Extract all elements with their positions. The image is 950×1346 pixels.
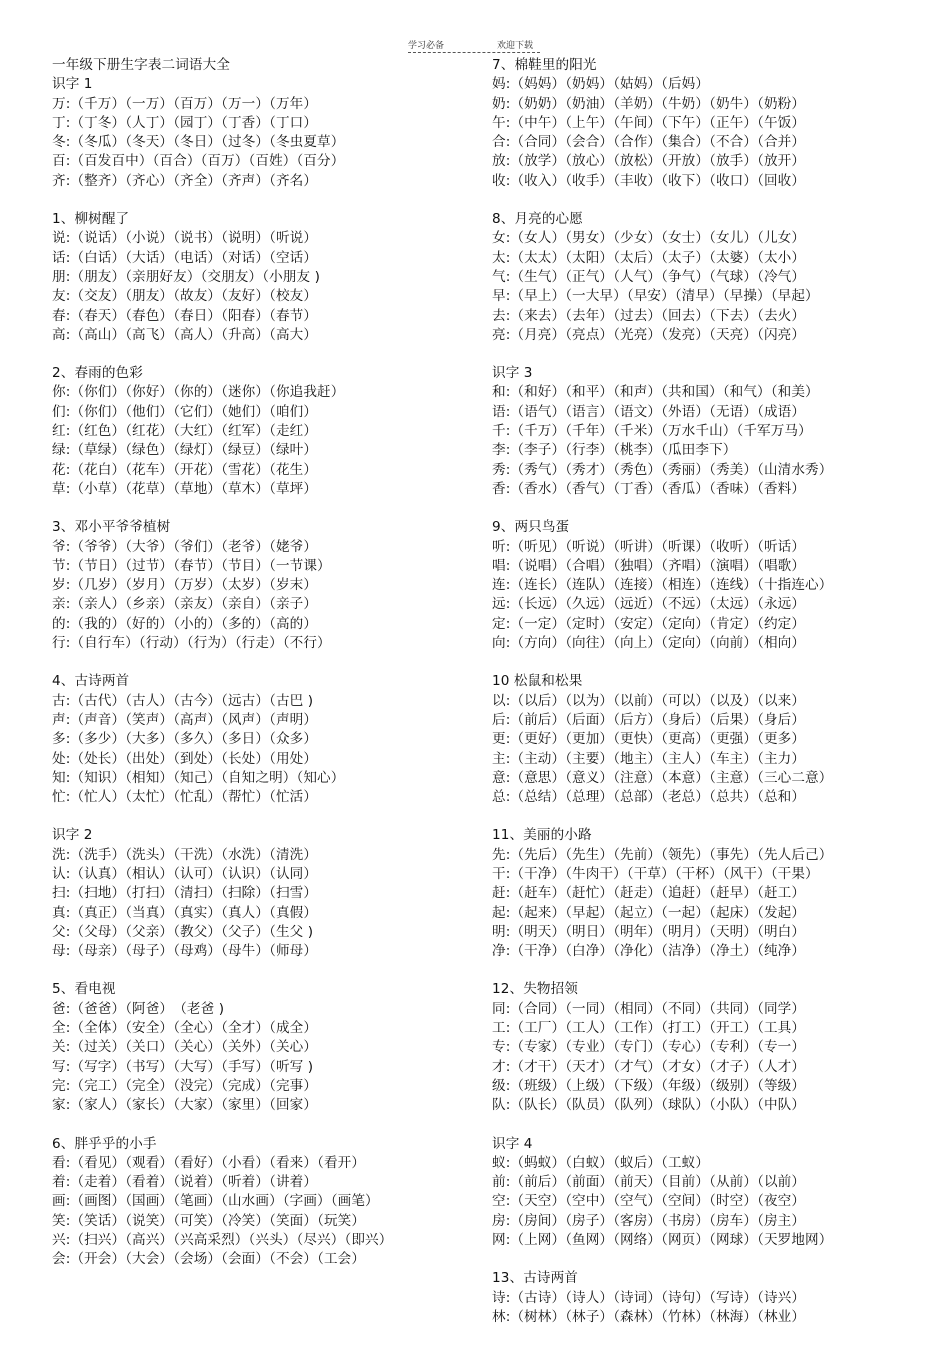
section-title: 12、失物招领 xyxy=(492,981,578,998)
word-entry-line: 合:（合同）（会合）（合作）（集合）（不合）（合并） xyxy=(492,134,806,151)
header-right-text: 欢迎下载 xyxy=(497,41,534,51)
word-entry-line: 的:（我的）（好的）（小的）（多的）（高的） xyxy=(52,615,318,632)
word-entry-line: 古:（古代）（古人）（古今）（远古）（古巴 ) xyxy=(52,692,314,709)
word-entry-line: 更:（更好）（更加）（更快）（更高）（更强）（更多） xyxy=(492,731,806,748)
word-entry-line: 起:（起来）（早起）（起立）（一起）（起床）（发起） xyxy=(492,904,806,921)
word-entry-line: 诗:（古诗）（诗人）（诗词）（诗句）（写诗）（诗兴） xyxy=(492,1289,806,1306)
word-entry-line: 先:（先后）（先生）（先前）（领先）（事先）（先人后己） xyxy=(492,846,833,863)
word-entry-line: 干:（干净）（牛肉干）（干草）（干杯）（风干）（干果） xyxy=(492,865,819,882)
word-entry-line: 后:（前后）（后面）（后方）（身后）（后果）（身后） xyxy=(492,711,806,728)
word-entry-line: 女:（女人）（男女）（少女）（女士）（女儿）（儿女） xyxy=(492,230,806,247)
word-entry-line: 丁:（丁冬）（人丁）（园丁）（丁香）（丁口） xyxy=(52,114,318,131)
section-title: 11、美丽的小路 xyxy=(492,827,592,844)
word-entry-line: 真:（真正）（当真）（真实）（真人）（真假） xyxy=(52,904,318,921)
word-entry-line: 主:（主动）（主要）（地主）（主人）（车主）（主力） xyxy=(492,750,806,767)
word-entry-line: 看:（看见）（观看）（看好）（小看）（看来）（看开） xyxy=(52,1154,366,1171)
section-title: 7、棉鞋里的阳光 xyxy=(492,57,597,73)
word-entry-line: 工:（工厂）（工人）（工作）（打工）（开工）（工具） xyxy=(492,1020,806,1037)
vocab-section xyxy=(492,56,932,191)
word-entry-line: 们:（你们）（他们）（它们）（她们）（咱们） xyxy=(52,403,318,420)
section-title: 13、古诗两首 xyxy=(492,1270,578,1287)
word-entry-line: 总:（总结）（总理）（总部）（老总）（总共）（总和） xyxy=(492,789,806,806)
word-entry-line: 友:（交友）（朋友）（故友）（友好）（校友） xyxy=(52,288,318,305)
word-entry-line: 收:（收入）（收手）（丰收）（收下）（收口）（回收） xyxy=(492,172,806,189)
word-entry-line: 洗:（洗手）（洗头）（干洗）（水洗）（清洗） xyxy=(52,846,318,863)
word-entry-line: 和:（和好）（和平）（和声）（共和国）（和气）（和美） xyxy=(492,384,819,401)
word-entry-line: 以:（以后）（以为）（以前）（可以）（以及）（以来） xyxy=(492,692,806,709)
section-title: 1、柳树醒了 xyxy=(52,211,130,228)
word-entry-line: 话:（白话）（大话）（电话）（对话）（空话） xyxy=(52,249,318,266)
word-entry-line: 亮:（月亮）（亮点）（光亮）（发亮）（天亮）（闪亮） xyxy=(492,326,806,343)
section-title: 10 松鼠和松果 xyxy=(492,673,583,690)
word-entry-line: 笑:（笑话）（说笑）（可笑）（冷笑）（笑面）（玩笑） xyxy=(52,1212,366,1229)
word-entry-line: 兴:（扫兴）（高兴）（兴高采烈）（兴头）（尽兴）（即兴） xyxy=(52,1232,393,1249)
word-entry-line: 齐:（整齐）（齐心）（齐全）（齐声）（齐名） xyxy=(52,172,318,189)
word-entry-line: 母:（母亲）（母子）（母鸡）（母牛）（师母） xyxy=(52,943,318,960)
word-entry-line: 朋:（朋友）（亲朋好友）（交朋友）（小朋友 ) xyxy=(52,268,320,285)
word-entry-line: 知:（知识）（相知）（知己）（自知之明）（知心） xyxy=(52,769,345,786)
vocab-section xyxy=(52,364,492,499)
word-entry-line: 忙:（忙人）（太忙）（忙乱）（帮忙）（忙活） xyxy=(52,789,318,806)
right-column xyxy=(492,56,932,1346)
section-title: 3、邓小平爷爷植树 xyxy=(52,519,171,536)
section-title: 2、春雨的色彩 xyxy=(52,365,143,382)
word-entry-line: 定:（一定）（定时）（安定）（定向）（肯定）（约定） xyxy=(492,615,806,632)
vocab-section xyxy=(52,518,492,653)
vocab-section xyxy=(492,672,932,807)
section-title: 识字 2 xyxy=(52,827,93,844)
word-entry-line: 连:（连长）（连队）（连接）（相连）（连线）（十指连心） xyxy=(492,577,833,594)
word-entry-line: 认:（认真）（相认）（认可）（认识）（认同） xyxy=(52,865,318,882)
vocab-section xyxy=(492,980,932,1115)
word-entry-line: 爸:（爸爸）（阿爸） （老爸 ) xyxy=(52,1000,225,1017)
word-entry-line: 妈:（妈妈）（奶妈）（姑妈）（后妈） xyxy=(492,76,710,93)
section-title: 8、月亮的心愿 xyxy=(492,211,583,228)
section-title: 一年级下册生字表二词语大全 xyxy=(52,57,231,73)
word-entry-line: 亲:（亲人）（乡亲）（亲友）（亲自）（亲子） xyxy=(52,596,318,613)
word-entry-line: 放:（放学）（放心）（放松）（开放）（放手）（放开） xyxy=(492,153,806,170)
word-entry-line: 早:（早上）（一大早）（早安）（清早）（早操）（早起） xyxy=(492,288,819,305)
word-entry-line: 队:（队长）（队员）（队列）（球队）（小队）（中队） xyxy=(492,1097,806,1114)
word-entry-line: 语:（语气）（语言）（语文）（外语）（无语）（成语） xyxy=(492,403,806,420)
vocab-section xyxy=(52,826,492,961)
vocab-section xyxy=(492,518,932,653)
section-title: 识字 3 xyxy=(492,365,533,382)
word-entry-line: 说:（说话）（小说）（说书）（说明）（听说） xyxy=(52,230,318,247)
word-entry-line: 家:（家人）（家长）（大家）（家里）（回家） xyxy=(52,1097,318,1114)
word-entry-line: 你:（你们）（你好）（你的）（迷你）（你追我赶） xyxy=(52,384,345,401)
vocab-section xyxy=(52,672,492,807)
word-entry-line: 识字 1 xyxy=(52,76,93,93)
word-entry-line: 意:（意思）（意义）（注意）（本意）（主意）（三心二意） xyxy=(492,769,833,786)
word-entry-line: 红:（红色）（红花）（大红）（红军）（走红） xyxy=(52,423,318,440)
word-entry-line: 画:（画图）（国画）（笔画）（山水画）（字画）（画笔） xyxy=(52,1193,379,1210)
word-entry-line: 网:（上网）（鱼网）（网络）（网页）（网球）（天罗地网） xyxy=(492,1232,833,1249)
word-entry-line: 行:（自行车）（行动）（行为）（行走）（不行） xyxy=(52,635,331,652)
word-entry-line: 同:（合同）（一同）（相同）（不同）（共同）（同学） xyxy=(492,1000,806,1017)
word-entry-line: 着:（走着）（看着）（说着）（听着）（讲着） xyxy=(52,1174,318,1191)
left-column xyxy=(52,56,492,1289)
word-entry-line: 前:（前后）（前面）（前天）（目前）（从前）（以前） xyxy=(492,1174,806,1191)
word-entry-line: 净:（干净）（白净）（净化）（洁净）（净土）（纯净） xyxy=(492,943,806,960)
section-title: 4、古诗两首 xyxy=(52,673,130,690)
header-divider xyxy=(408,52,540,53)
word-entry-line: 听:（听见）（听说）（听讲）（听课）（收听）（听话） xyxy=(492,538,806,555)
word-entry-line: 奶:（奶奶）（奶油）（羊奶）（牛奶）（奶牛）（奶粉） xyxy=(492,95,806,112)
word-entry-line: 香:（香水）（香气）（丁香）（香瓜）（香味）（香料） xyxy=(492,480,806,497)
vocab-section xyxy=(52,210,492,345)
word-entry-line: 太:（太太）（太阳）（太后）（太子）（太婆）（太小） xyxy=(492,249,806,266)
word-entry-line: 父:（父母）（父亲）（教父）（父子）（生父 ) xyxy=(52,923,314,940)
section-title: 9、两只鸟蛋 xyxy=(492,519,570,536)
word-entry-line: 全:（全体）（安全）（全心）（全才）（成全） xyxy=(52,1020,318,1037)
word-entry-line: 万:（千万）（一万）（百万）（万一）（万年） xyxy=(52,95,318,112)
section-title: 识字 4 xyxy=(492,1135,533,1152)
word-entry-line: 秀:（秀气）（秀才）（秀色）（秀丽）（秀美）（山清水秀） xyxy=(492,461,833,478)
word-entry-line: 岁:（几岁）（岁月）（万岁）（太岁）（岁末） xyxy=(52,577,318,594)
word-entry-line: 多:（多少）（大多）（多久）（多日）（众多） xyxy=(52,731,318,748)
word-entry-line: 草:（小草）（花草）（草地）（草木）（草坪） xyxy=(52,480,318,497)
word-entry-line: 空:（天空）（空中）（空气）（空间）（时空）（夜空） xyxy=(492,1193,806,1210)
word-entry-line: 冬:（冬瓜）（冬天）（冬日）（过冬）（冬虫夏草） xyxy=(52,134,345,151)
word-entry-line: 明:（明天）（明日）（明年）（明月）（天明）（明白） xyxy=(492,923,806,940)
word-entry-line: 赶:（赶车）（赶忙）（赶走）（追赶）（赶早）（赶工） xyxy=(492,885,806,902)
word-entry-line: 声:（声音）（笑声）（高声）（风声）（声明） xyxy=(52,711,318,728)
word-entry-line: 完:（完工）（完全）（没完）（完成）（完事） xyxy=(52,1077,318,1094)
vocab-section xyxy=(492,826,932,961)
vocab-section xyxy=(492,1135,932,1251)
word-entry-line: 百:（百发百中）（百合）（百万）（百姓）（百分） xyxy=(52,153,345,170)
word-entry-line: 唱:（说唱）（合唱）（独唱）（齐唱）（演唱）（唱歌） xyxy=(492,557,806,574)
word-entry-line: 高:（高山）（高飞）（高人）（升高）（高大） xyxy=(52,326,318,343)
word-entry-line: 会:（开会）（大会）（会场）（会面）（不会）（工会） xyxy=(52,1251,366,1268)
vocab-section xyxy=(52,1135,492,1270)
word-entry-line: 千:（千万）（千年）（千米）（万水千山）（千军万马） xyxy=(492,423,812,440)
word-entry-line: 远:（长远）（久远）（远近）（不远）（太远）（永远） xyxy=(492,596,806,613)
word-entry-line: 关:（过关）（关口）（关心）（关外）（关心） xyxy=(52,1039,318,1056)
section-title: 6、胖乎乎的小手 xyxy=(52,1135,157,1152)
word-entry-line: 专:（专家）（专业）（专门）（专心）（专利）（专一） xyxy=(492,1039,806,1056)
word-entry-line: 级:（班级）（上级）（下级）（年级）（级别）（等级） xyxy=(492,1077,806,1094)
word-entry-line: 房:（房间）（房子）（客房）（书房）（房车）（房主） xyxy=(492,1212,806,1229)
word-entry-line: 春:（春天）（春色）（春日）（阳春）（春节） xyxy=(52,307,318,324)
word-entry-line: 花:（花白）（花车）（开花）（雪花）（花生） xyxy=(52,461,318,478)
word-entry-line: 节:（节日）（过节）（春节）（节目）（一节课） xyxy=(52,557,331,574)
word-entry-line: 扫:（扫地）（打扫）（清扫）（扫除）（扫雪） xyxy=(52,885,318,902)
word-entry-line: 爷:（爷爷）（大爷）（爷们）（老爷）（姥爷） xyxy=(52,538,318,555)
section-title: 5、看电视 xyxy=(52,981,116,998)
word-entry-line: 林:（树林）（林子）（森林）（竹林）（林海）（林业） xyxy=(492,1308,806,1325)
word-entry-line: 向:（方向）（向往）（向上）（定向）（向前）（相向） xyxy=(492,635,806,652)
vocab-section xyxy=(52,980,492,1115)
vocab-section xyxy=(52,56,492,191)
vocab-section xyxy=(492,210,932,345)
word-entry-line: 气:（生气）（正气）（人气）（争气）（气球）（冷气） xyxy=(492,268,806,285)
word-entry-line: 李:（李子）（行李）（桃李）（瓜田李下） xyxy=(492,442,737,459)
word-entry-line: 蚁:（蚂蚁）（白蚁）（蚁后）（工蚁） xyxy=(492,1154,710,1171)
word-entry-line: 绿:（草绿）（绿色）（绿灯）（绿豆）（绿叶） xyxy=(52,442,318,459)
vocab-section xyxy=(492,364,932,499)
word-entry-line: 午:（中午）（上午）（午间）（下午）（正午）（午饭） xyxy=(492,114,806,131)
word-entry-line: 去:（来去）（去年）（过去）（回去）（下去）（去火） xyxy=(492,307,806,324)
word-entry-line: 处:（处长）（出处）（到处）（长处）（用处） xyxy=(52,750,318,767)
word-entry-line: 才:（才干）（天才）（才气）（才女）（才子）（人才） xyxy=(492,1058,806,1075)
vocab-section xyxy=(492,1269,932,1327)
header-left-text: 学习必备 xyxy=(408,41,445,51)
word-entry-line: 写:（写字）（书写）（大写）（手写）（听写 ) xyxy=(52,1058,314,1075)
